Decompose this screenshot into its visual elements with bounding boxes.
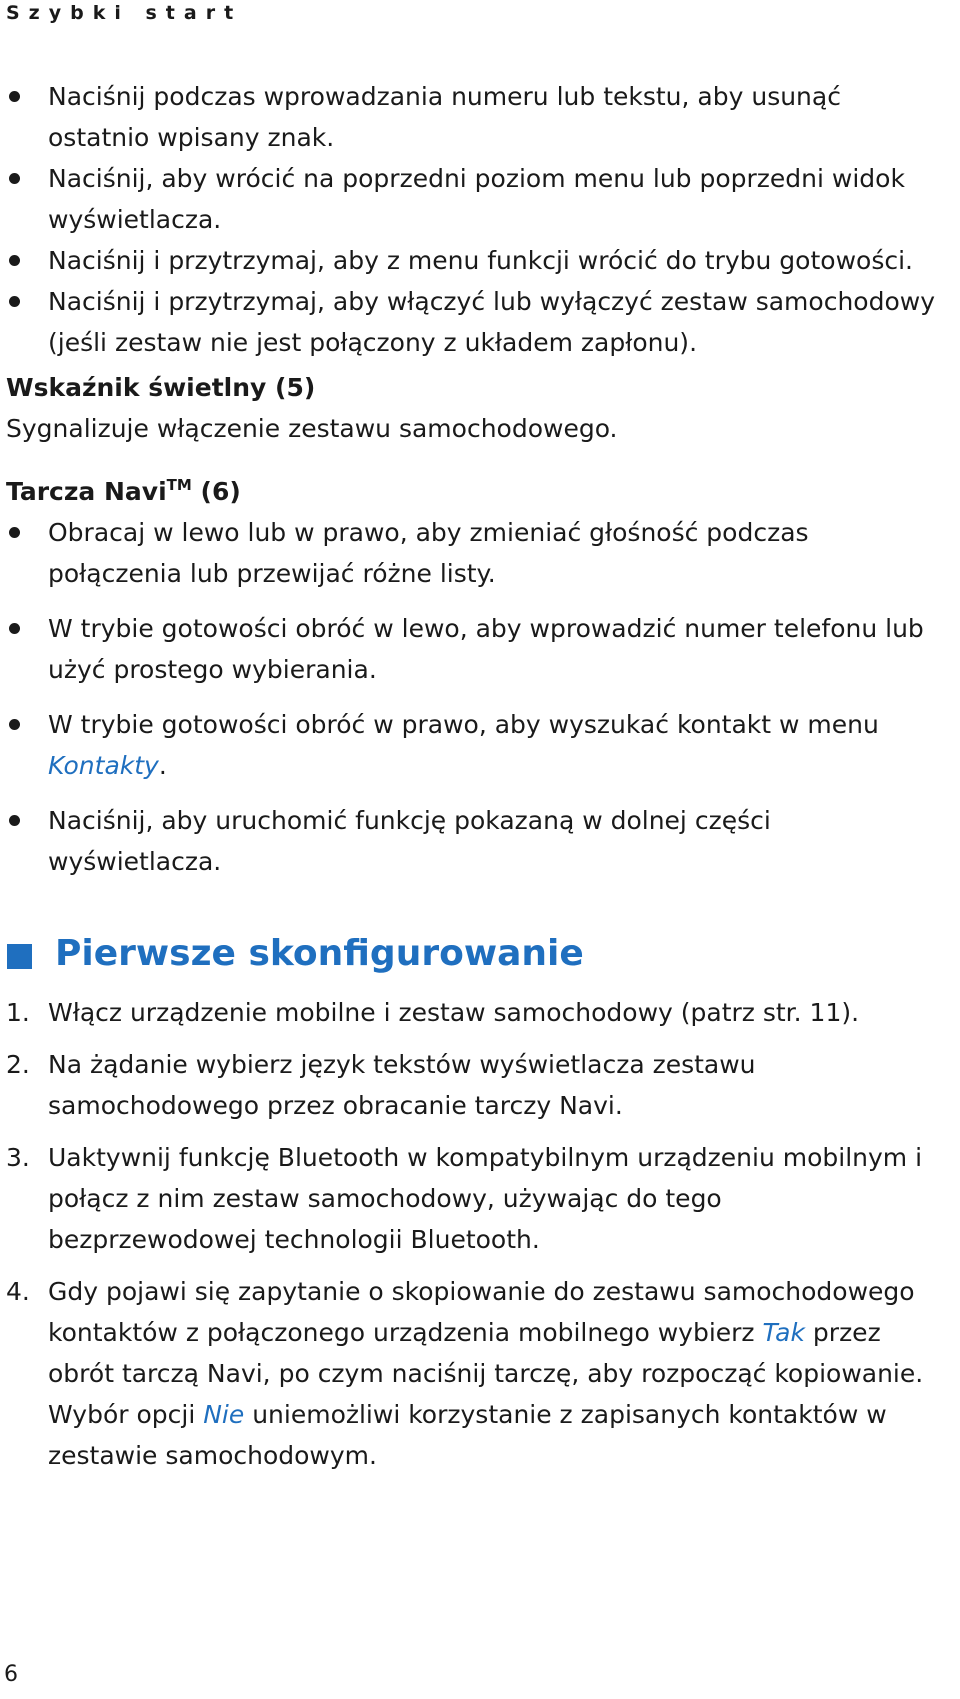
option-term-tak: Tak (762, 1318, 805, 1347)
navi-list (6, 512, 936, 882)
bullet-icon (9, 255, 20, 266)
list-item: W trybie gotowości obróć w prawo, aby wyszukać kontakt w menu Kontakty. (6, 704, 936, 786)
list-item: Naciśnij, aby wrócić na poprzedni poziom menu lub poprzedni widok wyświetlacza. (6, 158, 936, 240)
list-item: Naciśnij, aby uruchomić funkcję pokazaną w dolnej części wyświetlacza. (6, 800, 936, 882)
bullet-icon (9, 91, 20, 102)
step-number: 1. (6, 998, 30, 1027)
step-item: 2. Na żądanie wybierz język tekstów wyświetlacza zestawu samochodowego przez obracanie tarczy Navi. (6, 1044, 936, 1126)
section-title: Pierwsze skonfigurowanie (6, 926, 936, 982)
step-number: 3. (6, 1143, 30, 1172)
key-functions-list (6, 76, 936, 363)
menu-term-kontakty: Kontakty (48, 751, 159, 780)
step-number: 2. (6, 1050, 30, 1079)
bullet-icon (9, 527, 20, 538)
page-content (6, 76, 936, 1487)
trademark-mark: TM (166, 476, 192, 494)
option-term-nie: Nie (203, 1400, 245, 1429)
step-item: 1. Włącz urządzenie mobilne i zestaw samochodowy (patrz str. 11). (6, 992, 936, 1033)
indicator-heading: Wskaźnik świetlny (5) (6, 373, 316, 402)
bullet-icon (9, 623, 20, 634)
list-item: Naciśnij i przytrzymaj, aby z menu funkcji wrócić do trybu gotowości. (6, 240, 936, 281)
section-square-icon (7, 944, 32, 969)
bullet-icon (9, 296, 20, 307)
list-item: Naciśnij podczas wprowadzania numeru lub tekstu, aby usunąć ostatnio wpisany znak. (6, 76, 936, 158)
list-item: Obracaj w lewo lub w prawo, aby zmieniać głośność podczas połączenia lub przewijać różne listy. (6, 512, 936, 594)
bullet-icon (9, 815, 20, 826)
step-number: 4. (6, 1277, 30, 1306)
page-number: 6 (4, 1662, 18, 1687)
running-header: Szybki start (6, 2, 243, 24)
bullet-icon (9, 173, 20, 184)
list-item: Naciśnij i przytrzymaj, aby włączyć lub wyłączyć zestaw samochodowy (jeśli zestaw nie jest połączony z układem zapłonu). (6, 281, 936, 363)
step-item: 3. Uaktywnij funkcję Bluetooth w kompatybilnym urządzeniu mobilnym i połącz z nim zestaw samochodowy, używając do tego bezprzewodowej technologii Bluetooth. (6, 1137, 936, 1260)
step-item: 4. Gdy pojawi się zapytanie o skopiowanie do zestawu samochodowego kontaktów z połączonego urządzenia mobilnego wybierz Tak przez obrót tarczą Navi, po czym naciśnij tarczę, aby rozpocząć kopiowanie. Wybór opcji Nie uniemożliwi korzystanie z zapisanych kontaktów w zestawie samochodowym. (6, 1271, 936, 1476)
bullet-icon (9, 719, 20, 730)
navi-heading: Tarcza Navi™ (6) (6, 476, 241, 506)
setup-steps-list (6, 992, 936, 1476)
indicator-description: Sygnalizuje włączenie zestawu samochodowego. (6, 414, 618, 443)
list-item: W trybie gotowości obróć w lewo, aby wprowadzić numer telefonu lub użyć prostego wybierania. (6, 608, 936, 690)
